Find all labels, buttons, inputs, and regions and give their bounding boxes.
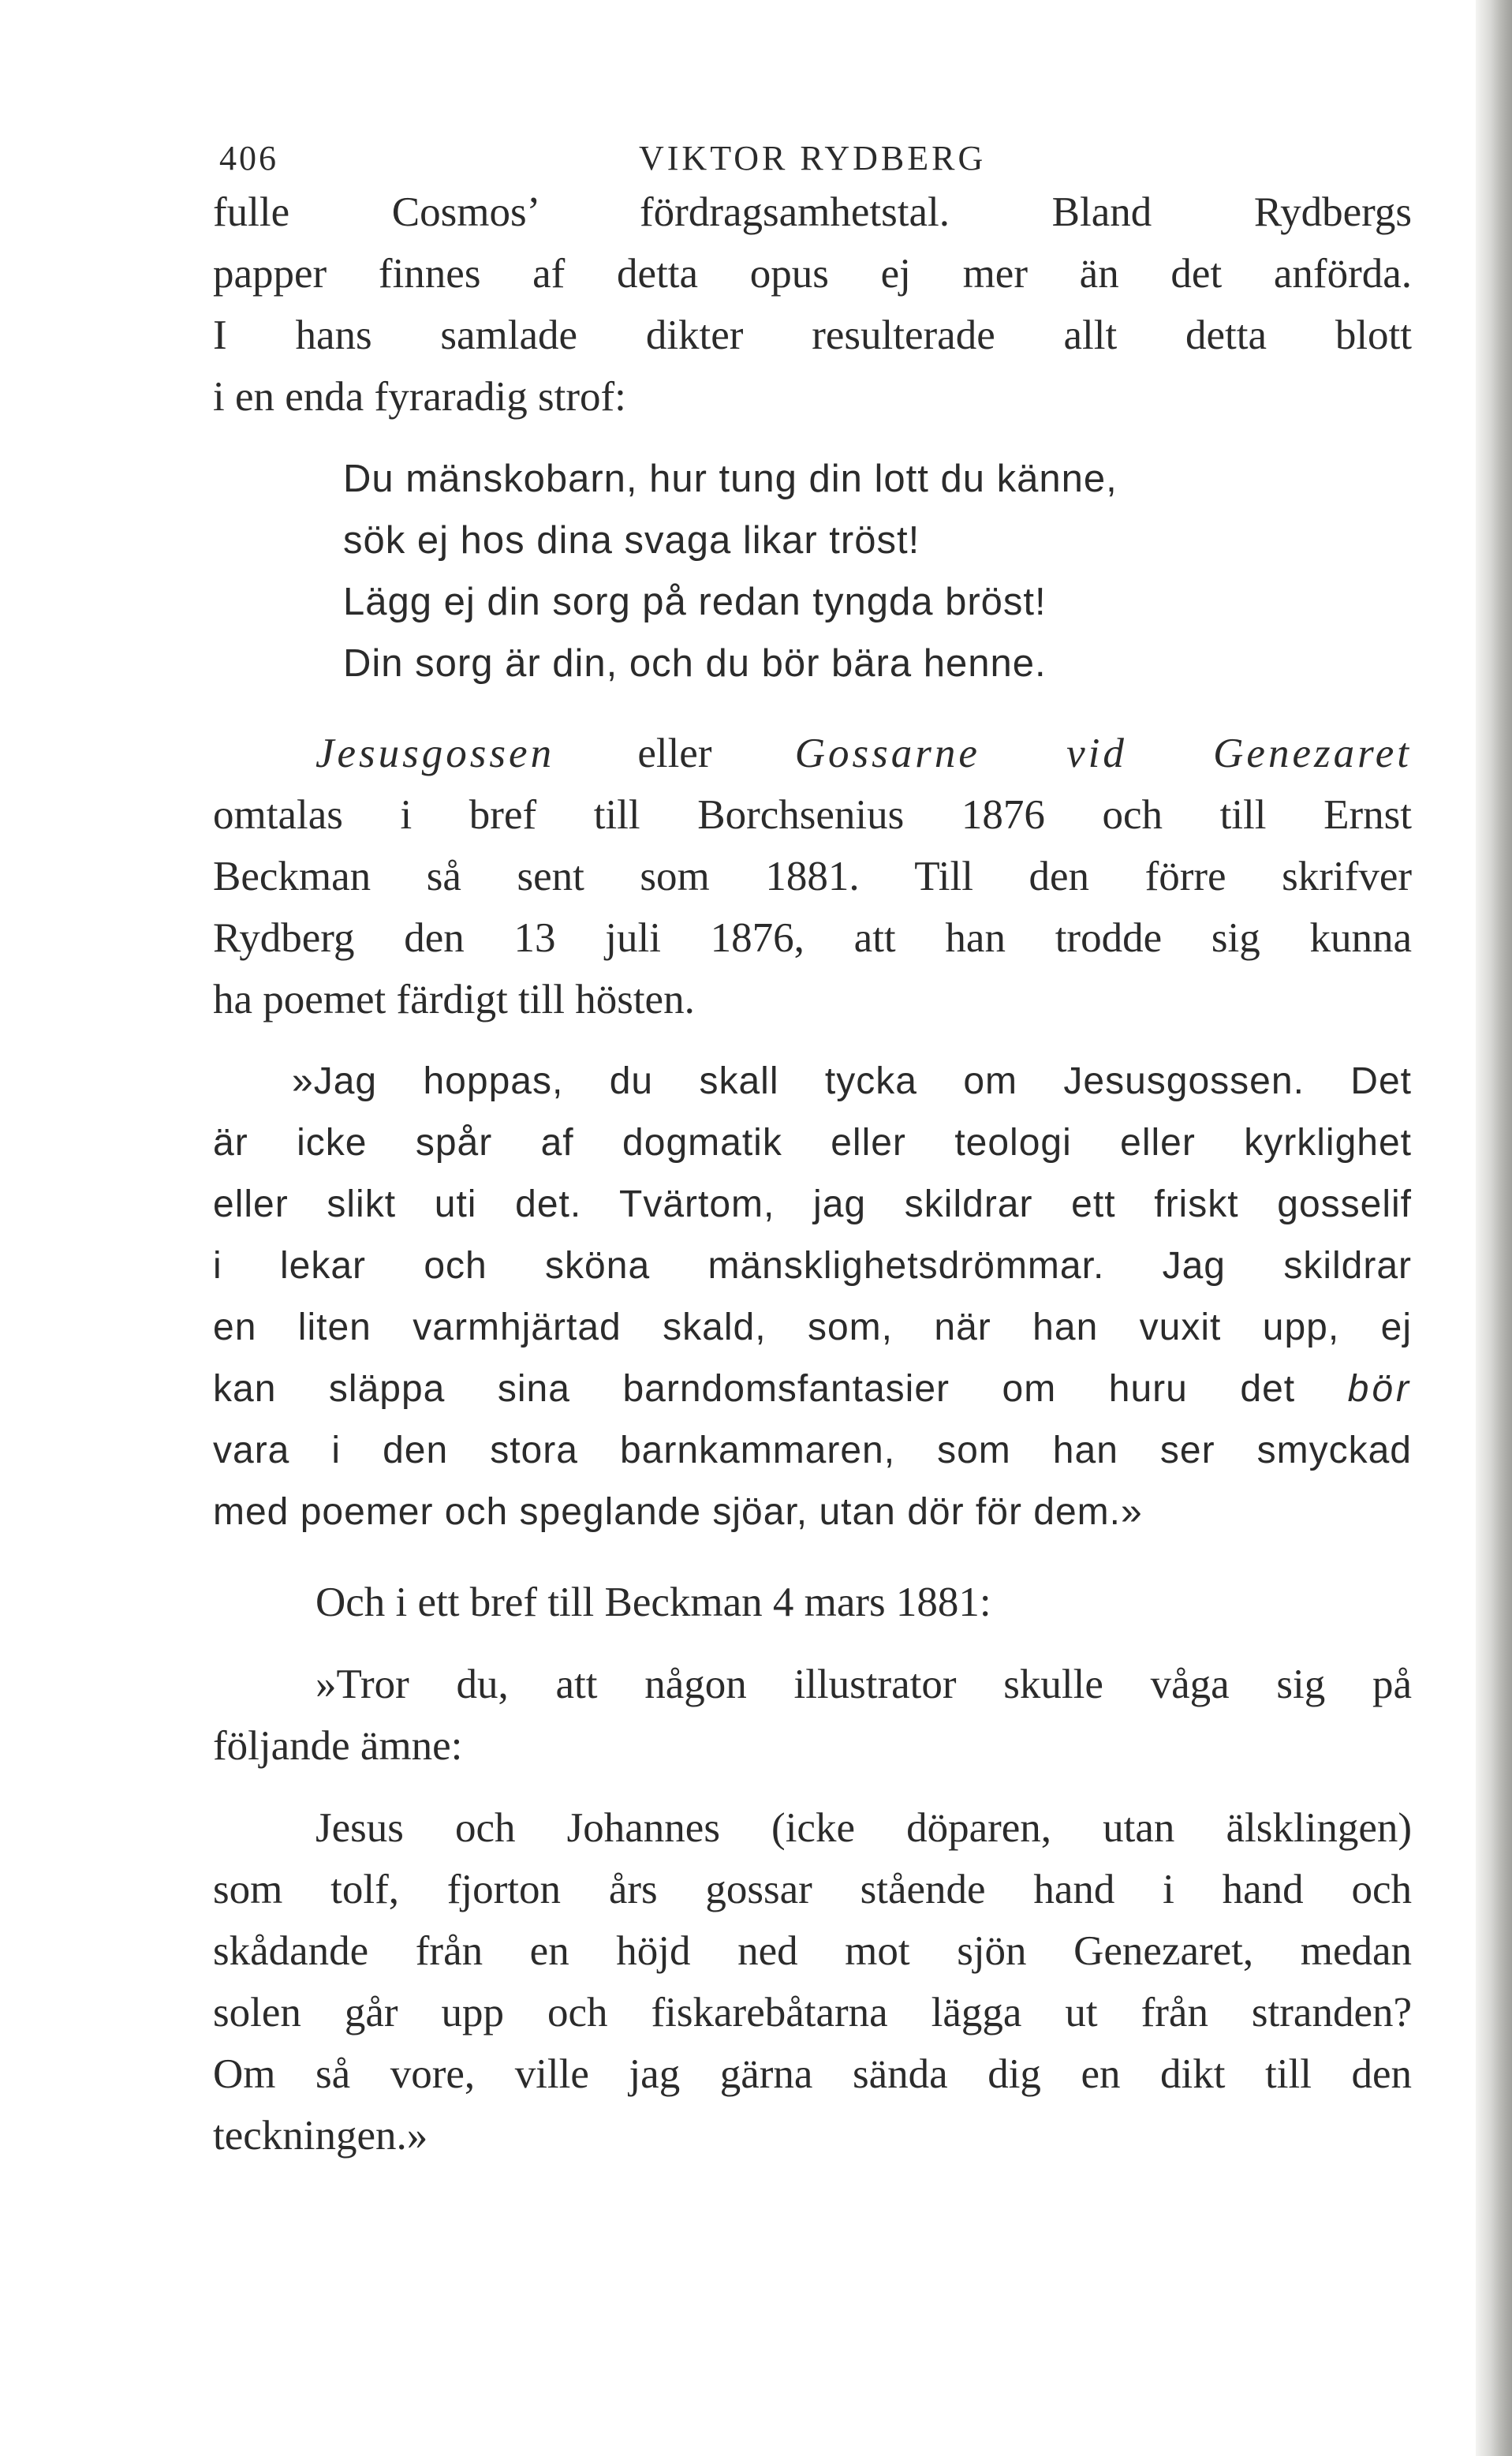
text-line: med poemer och speglande sjöar, utan dör för dem.»: [213, 1491, 1143, 1533]
text-line: som tolf, fjorton års gossar stående hand i hand och: [213, 1867, 1412, 1912]
connector-word: eller: [637, 731, 712, 776]
verse-line: Du mänskobarn, hur tung din lott du känne,: [343, 458, 1118, 500]
running-head: VIKTOR RYDBERG: [639, 139, 987, 178]
text-line: en liten varmhjärtad skald, som, när han vuxit upp, ej: [213, 1307, 1412, 1348]
paragraph-1: [213, 181, 1412, 428]
text-line: [213, 723, 1412, 784]
text-line: teckningen.»: [213, 2113, 428, 2159]
page-edge-shadow: [1476, 0, 1512, 2456]
quote-letter-1881-intro: [213, 1654, 1412, 1777]
text-line: är icke spår af dogmatik eller teologi eller kyrklighet: [213, 1122, 1412, 1164]
text-line: ha poemet färdigt till hösten.: [213, 977, 695, 1022]
verse-line: Din sorg är din, och du bör bära henne.: [343, 642, 1047, 685]
text-line: i en enda fyraradig strof:: [213, 374, 626, 420]
text-line: solen går upp och fiskarebåtarna lägga ut från stranden?: [213, 1990, 1412, 2035]
text-line: Jesus och Johannes (icke döparen, utan älsklingen): [315, 1805, 1412, 1851]
page-number: 406: [219, 139, 278, 178]
text-line: i lekar och sköna mänsklighetsdrömmar. Jag skildrar: [213, 1245, 1412, 1287]
emphasized-word: bör: [1347, 1368, 1412, 1410]
text-line: omtalas i bref till Borchsenius 1876 och till Ernst: [213, 792, 1412, 838]
quote-letter-1876: [213, 1051, 1412, 1543]
paragraph-3: [213, 1572, 1412, 1633]
text-line: I hans samlade dikter resulterade allt detta blott: [213, 312, 1412, 358]
text-line: [213, 1359, 1412, 1420]
work-title-jesusgossen: Jesusgossen: [315, 731, 555, 776]
text-line: fulle Cosmos’ fördragsamhetstal. Bland Rydbergs: [213, 189, 1412, 235]
text-line: eller slikt uti det. Tvärtom, jag skildrar ett friskt gosselif: [213, 1183, 1412, 1225]
verse-stanza: [213, 448, 1412, 694]
text-line: skådande från en höjd ned mot sjön Genezaret, medan: [213, 1928, 1412, 1974]
text-line: »Jag hoppas, du skall tycka om Jesusgossen. Det: [292, 1060, 1412, 1102]
work-title-gossarne: Gossarne vid Genezaret: [794, 731, 1413, 776]
text-fragment: kan släppa sina barndomsfantasier om huru det: [213, 1368, 1348, 1410]
verse-line: Lägg ej din sorg på redan tyngda bröst!: [343, 581, 1047, 623]
quote-letter-1881-body: [213, 1797, 1412, 2166]
verse-line: sök ej hos dina svaga likar tröst!: [343, 519, 920, 562]
text-line: papper finnes af detta opus ej mer än det anförda.: [213, 251, 1412, 297]
paragraph-2: [213, 723, 1412, 1030]
text-line: Och i ett bref till Beckman 4 mars 1881:: [315, 1579, 991, 1625]
text-line: Beckman så sent som 1881. Till den förre skrifver: [213, 854, 1412, 899]
book-page: [213, 118, 1412, 2166]
page-header: [213, 118, 1412, 181]
text-line: »Tror du, att någon illustrator skulle våga sig på: [315, 1662, 1412, 1707]
text-line: Om så vore, ville jag gärna sända dig en dikt till den: [213, 2051, 1412, 2097]
text-line: följande ämne:: [213, 1723, 463, 1769]
text-line: vara i den stora barnkammaren, som han ser smyckad: [213, 1430, 1412, 1471]
text-line: Rydberg den 13 juli 1876, att han trodde sig kunna: [213, 915, 1412, 961]
